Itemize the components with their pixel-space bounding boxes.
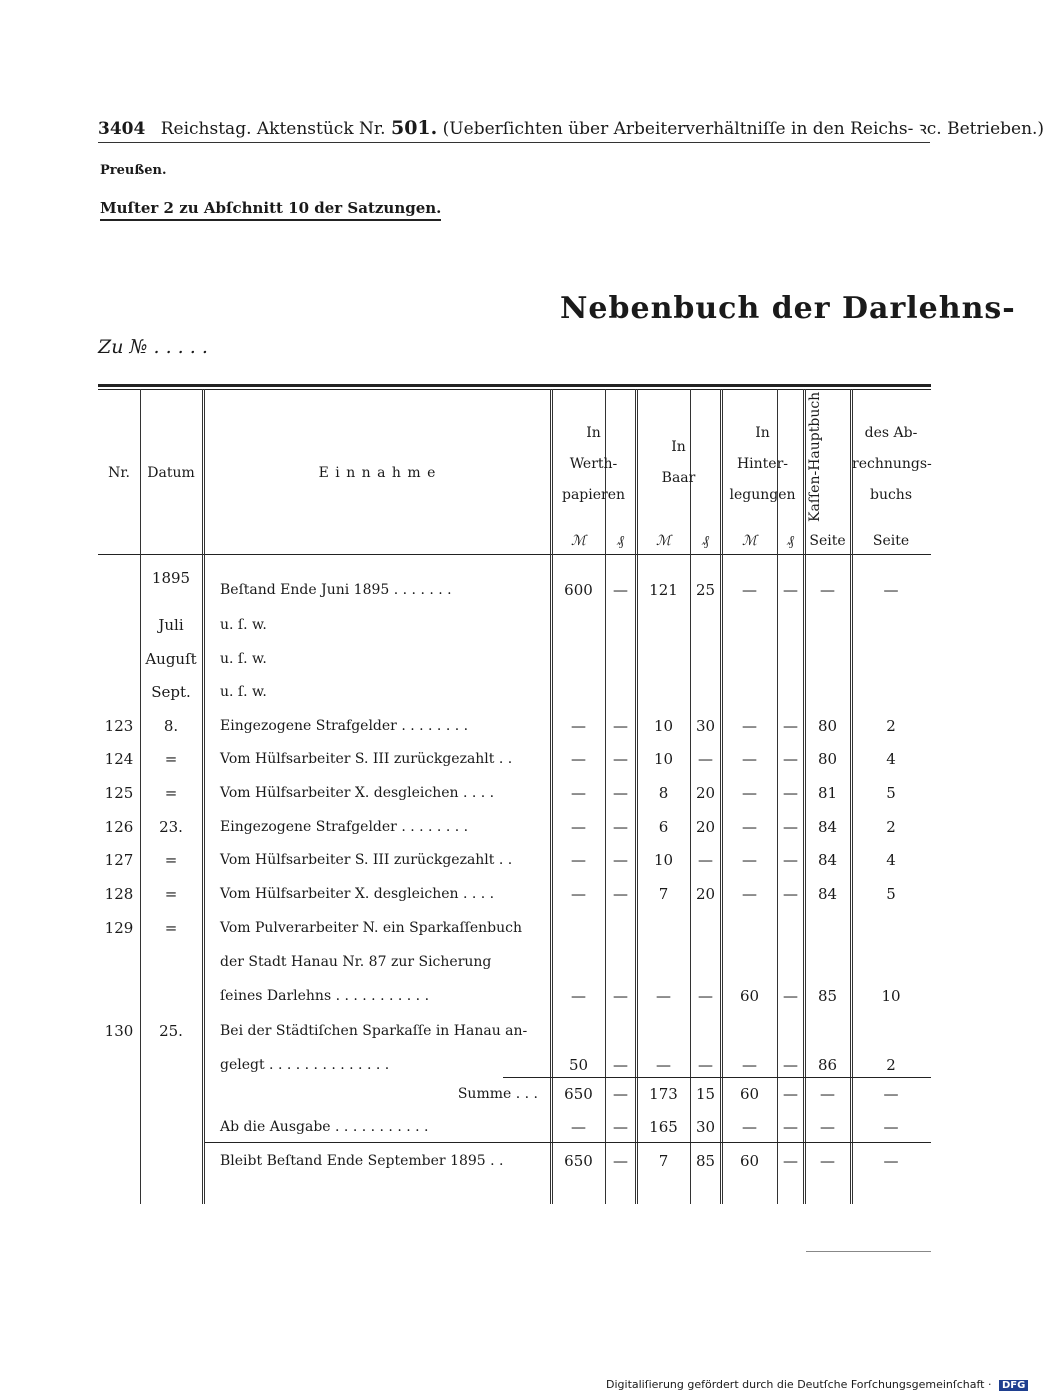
cell-nr: 130: [104, 1022, 134, 1040]
cell-ks: 86: [817, 1056, 838, 1074]
cell-date: Juli: [158, 616, 184, 634]
cell-hm: —: [742, 784, 757, 802]
zu-nummer-label: Zu № . . . . .: [98, 336, 208, 358]
cell-nr: 127: [104, 851, 134, 869]
cell-hm: —: [742, 750, 757, 768]
cell-desc: Eingezogene Strafgelder . . . . . . . .: [220, 718, 469, 734]
cell-wm: —: [571, 885, 586, 903]
cell-hp: —: [783, 750, 798, 768]
cell-ks: 85: [817, 987, 838, 1005]
cell-bp: 85: [695, 1152, 716, 1170]
header-einnahme: E i n n a h m e: [318, 465, 437, 481]
cell-wm: —: [571, 750, 586, 768]
table-header-rule: [98, 554, 931, 555]
cell-as: —: [883, 581, 899, 599]
cell-date: Sept.: [151, 683, 191, 701]
balance-rule: [205, 1142, 931, 1143]
column-divider: [202, 389, 205, 1204]
unit-mark-baar: ℳ: [656, 533, 671, 549]
cell-as: 2: [886, 717, 896, 735]
cell-hm: —: [742, 717, 757, 735]
cell-ks: 84: [817, 851, 838, 869]
cell-nr: 123: [104, 717, 134, 735]
cell-wp: —: [613, 1118, 628, 1136]
footer-text: Digitaliſierung gefördert durch die Deutſche Forſchungsgemeinſchaft ·: [606, 1378, 992, 1391]
unit-pf-werth: ₰: [617, 533, 624, 549]
cell-hp: —: [783, 1152, 798, 1170]
cell-as: 10: [881, 987, 901, 1005]
cell-date: =: [164, 750, 178, 768]
cell-wm: —: [571, 717, 586, 735]
cell-wp: —: [613, 1085, 628, 1103]
cell-hm: 60: [739, 1152, 760, 1170]
cell-bp: 30: [695, 717, 716, 735]
cell-hm: —: [742, 885, 757, 903]
cell-bm: —: [656, 987, 671, 1005]
cell-hm: 60: [739, 1085, 760, 1103]
cell-wm: —: [571, 784, 586, 802]
cell-date: 8.: [163, 717, 179, 735]
cell-desc: ſeines Darlehns . . . . . . . . . . .: [220, 988, 430, 1004]
table-top-rule: [98, 384, 931, 387]
cell-wp: —: [613, 1152, 628, 1170]
cell-bm: 7: [658, 885, 669, 903]
unit-pf-baar: ₰: [702, 533, 709, 549]
cell-desc: u. ſ. w.: [220, 651, 267, 667]
cell-as: 4: [886, 851, 896, 869]
header-abrechnungsbuch: des Ab- rechnungs- buchs: [852, 425, 932, 503]
header-baar: In Baar: [661, 439, 696, 486]
cell-wm: 650: [564, 1085, 593, 1103]
seite-abrechnung: Seite: [872, 533, 910, 549]
cell-desc: Vom Hülfsarbeiter X. desgleichen . . . .: [220, 785, 495, 801]
cell-nr: 124: [104, 750, 134, 768]
cell-bp: —: [698, 750, 713, 768]
cell-hm: —: [742, 1118, 757, 1136]
cell-date: =: [164, 784, 178, 802]
cell-wp: —: [613, 1056, 628, 1074]
cell-ks: 81: [817, 784, 838, 802]
cell-wp: —: [613, 581, 628, 599]
cell-wm: —: [571, 987, 586, 1005]
cell-date: =: [164, 885, 178, 903]
cell-wp: —: [613, 818, 628, 836]
cell-wm: 650: [564, 1152, 593, 1170]
cell-desc: u. ſ. w.: [220, 684, 267, 700]
cell-hp: —: [783, 885, 798, 903]
cell-nr: 128: [104, 885, 134, 903]
cell-nr: 129: [104, 919, 134, 937]
cell-bp: 15: [695, 1085, 716, 1103]
cell-wp: —: [613, 851, 628, 869]
book-title: Nebenbuch der Darlehns-: [560, 291, 1016, 326]
cell-hm: —: [742, 851, 757, 869]
cell-hm: —: [742, 581, 757, 599]
cell-wm: —: [571, 1118, 586, 1136]
cell-bm: 7: [658, 1152, 669, 1170]
header-datum: Datum: [147, 465, 195, 481]
page-number: 3404: [98, 119, 146, 139]
cell-hp: —: [783, 818, 798, 836]
header-kassen-hauptbuch: Kaſſen-Hauptbuch: [807, 391, 823, 522]
cell-as: 5: [886, 784, 896, 802]
cell-wm: —: [571, 818, 586, 836]
table-top-rule-thin: [98, 389, 931, 390]
cell-as: 4: [886, 750, 896, 768]
cell-desc: Eingezogene Strafgelder . . . . . . . .: [220, 819, 469, 835]
header-werthpapiere: In Werth- papieren: [561, 425, 626, 503]
cell-bm: 10: [653, 851, 674, 869]
cell-desc: gelegt . . . . . . . . . . . . . .: [220, 1057, 390, 1073]
cell-hp: —: [783, 581, 798, 599]
header-rule: [98, 142, 930, 143]
cell-wm: 50: [568, 1056, 589, 1074]
cell-bm: 10: [653, 750, 674, 768]
cell-desc: Vom Pulverarbeiter N. ein Sparkaſſenbuch: [220, 920, 523, 936]
cell-hp: —: [783, 987, 798, 1005]
cell-bm: 6: [658, 818, 669, 836]
cell-date: =: [164, 919, 178, 937]
cell-ks: —: [820, 1085, 835, 1103]
cell-hp: —: [783, 1118, 798, 1136]
cell-desc: Vom Hülfsarbeiter S. III zurückgezahlt . .: [220, 751, 513, 767]
cell-hp: —: [783, 1085, 798, 1103]
cell-nr: 126: [104, 818, 134, 836]
cell-date: =: [164, 851, 178, 869]
cell-as: —: [883, 1085, 899, 1103]
cell-desc: Beſtand Ende Juni 1895 . . . . . . .: [220, 582, 452, 598]
cell-desc: Vom Hülfsarbeiter X. desgleichen . . . .: [220, 886, 495, 902]
seite-kassen: Seite: [809, 533, 846, 549]
cell-hp: —: [783, 1056, 798, 1074]
cell-wp: —: [613, 784, 628, 802]
cell-desc: Bleibt Beſtand Ende September 1895 . .: [220, 1153, 504, 1169]
cell-hp: —: [783, 717, 798, 735]
cell-hm: —: [742, 818, 757, 836]
cell-as: —: [883, 1118, 899, 1136]
cell-hm: 60: [739, 987, 760, 1005]
cell-date: 1895: [151, 569, 191, 587]
cell-desc: Ab die Ausgabe . . . . . . . . . . .: [220, 1119, 429, 1135]
muster-label: Muſter 2 zu Abſchnitt 10 der Satzungen.: [100, 199, 441, 221]
cell-wp: —: [613, 717, 628, 735]
cell-bm: 165: [649, 1118, 678, 1136]
cell-hp: —: [783, 851, 798, 869]
cell-wm: —: [571, 851, 586, 869]
cell-bm: 10: [653, 717, 674, 735]
cell-wp: —: [613, 987, 628, 1005]
cell-wp: —: [613, 885, 628, 903]
cell-nr: 125: [104, 784, 134, 802]
cell-bp: 25: [695, 581, 716, 599]
cell-bm: —: [656, 1056, 671, 1074]
cell-date: Auguſt: [145, 650, 197, 668]
sum-rule: [503, 1077, 931, 1078]
cell-desc: Bei der Städtiſchen Sparkaſſe in Hanau an-: [220, 1023, 528, 1039]
cell-bp: —: [698, 1056, 713, 1074]
cell-wp: —: [613, 750, 628, 768]
cell-ks: 80: [817, 750, 838, 768]
cell-bm: 173: [649, 1085, 678, 1103]
cell-bm: 121: [649, 581, 678, 599]
header-hinterlegungen: In Hinter- legungen: [729, 425, 796, 503]
cell-as: —: [883, 1152, 899, 1170]
cell-ks: —: [820, 581, 835, 599]
cell-bp: 30: [695, 1118, 716, 1136]
unit-mark-werth: ℳ: [571, 533, 586, 549]
running-head-subject: (Ueberſichten über Arbeiterverhältniſſe in den Reichs- ꝛc. Betrieben.): [442, 119, 1044, 139]
unit-pf-hinter: ₰: [787, 533, 794, 549]
unit-mark-hinter: ℳ: [742, 533, 757, 549]
cell-bp: —: [698, 987, 713, 1005]
cell-date: 25.: [159, 1022, 183, 1040]
cell-bp: 20: [695, 885, 716, 903]
cell-as: 2: [886, 818, 896, 836]
cell-ks: 80: [817, 717, 838, 735]
dfg-footer: [606, 1378, 1028, 1391]
cell-ks: —: [820, 1118, 835, 1136]
cell-ks: 84: [817, 885, 838, 903]
running-head: [98, 116, 1044, 139]
cell-as: 5: [886, 885, 896, 903]
stray-mark: [806, 1251, 931, 1252]
document-number: 501.: [390, 117, 438, 139]
cell-wm: 600: [564, 581, 593, 599]
header-nr: Nr.: [108, 465, 130, 481]
cell-desc: Vom Hülfsarbeiter S. III zurückgezahlt . .: [220, 852, 513, 868]
cell-hm: —: [742, 1056, 757, 1074]
cell-bp: 20: [695, 818, 716, 836]
cell-desc: u. ſ. w.: [220, 617, 267, 633]
cell-desc: der Stadt Hanau Nr. 87 zur Sicherung: [220, 954, 492, 970]
cell-bp: —: [698, 851, 713, 869]
cell-bp: 20: [695, 784, 716, 802]
cell-as: 2: [886, 1056, 896, 1074]
cell-ks: —: [820, 1152, 835, 1170]
cell-bm: 8: [658, 784, 669, 802]
cell-ks: 84: [817, 818, 838, 836]
cell-date: 23.: [159, 818, 183, 836]
running-head-left: Reichstag. Aktenstück Nr.: [160, 119, 386, 139]
cell-hp: —: [783, 784, 798, 802]
cell-desc: Summe . . .: [457, 1086, 538, 1102]
dfg-logo: DFG: [999, 1380, 1028, 1391]
state-label: Preußen.: [100, 163, 167, 178]
